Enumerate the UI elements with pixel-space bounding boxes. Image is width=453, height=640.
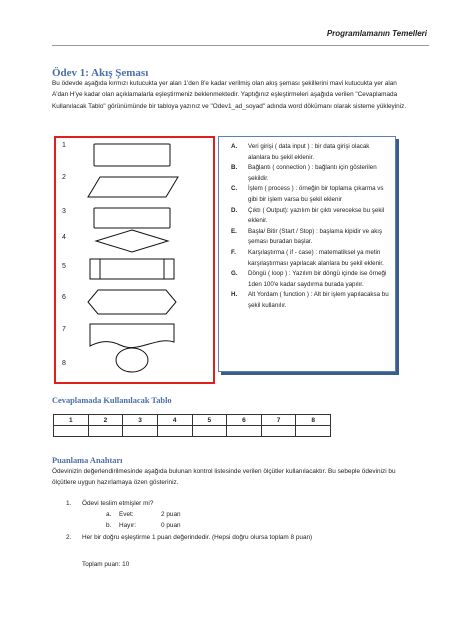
table-header-cell: 1	[54, 415, 89, 426]
assignment-intro: Bu ödevde aşağıda kırmızı kutucukta yer alan 1'den 8'e kadar verilmiş olan akış şeması şekillerini mavi kutucukta yer alan A'dan H'ye kadar olan açıklamalarla eşleştirmeniz beklenmektedir. Yaptığınız eşleştirmeleri aşağıda verilen "Cevaplamada Kullanılacak Tablo" görünümünde bir tabloya yazınız ve "Odev1_ad_soyad" adında word dökümanı olarak sisteme yükleyiniz.	[52, 80, 407, 110]
descriptions-box	[218, 136, 396, 372]
diamond-shape	[96, 230, 168, 252]
table-answer-cell[interactable]	[296, 426, 331, 437]
shape-number-2: 2	[62, 174, 66, 181]
flowchart-shapes-box	[54, 136, 215, 384]
table-header-cell: 2	[88, 415, 123, 426]
table-answer-cell[interactable]	[123, 426, 158, 437]
section-title-grading: Puanlama Anahtarı	[52, 456, 123, 465]
table-answer-cell[interactable]	[192, 426, 227, 437]
description-item: F. Karşılaştırma ( if - case) : matematiksel ya metin karşılaştırması yapılacak alanlara bu şekil eklenir.	[231, 248, 384, 267]
shape-number-6: 6	[62, 294, 66, 301]
sub-a-value: 2 puan	[161, 511, 181, 518]
section-title-answer-table: Cevaplamada Kullanılacak Tablo	[52, 396, 172, 405]
table-header-cell: 7	[261, 415, 296, 426]
table-header-cell: 5	[192, 415, 227, 426]
table-header-cell: 6	[227, 415, 262, 426]
sub-a-label: Evet:	[119, 511, 134, 518]
table-header-cell: 4	[157, 415, 192, 426]
predefined-process-shape	[90, 259, 174, 279]
description-item: D. Çıktı ( Output): yazılım bir çıktı verecekse bu şekil eklenir.	[231, 206, 385, 225]
shape-number-4: 4	[62, 234, 66, 241]
process-rectangle-shape	[94, 144, 170, 166]
shape-number-3: 3	[62, 208, 66, 215]
sub-marker: b.	[106, 522, 112, 529]
table-answer-cell[interactable]	[54, 426, 89, 437]
header-title: Programlamanın Temelleri	[326, 29, 427, 38]
answer-table	[53, 414, 331, 437]
shape-number-1: 1	[62, 142, 66, 149]
description-item: B. Bağlantı ( connection ) : bağlantı için gösterilen şekildir.	[231, 164, 377, 182]
grading-intro: Ödevinizin değerlendirilmesinde aşağıda bulunan kontrol listesinde verilen ölçütler kullanılacaktır. Bu sebeple ödevinizi bu ölçütlere uygun hazırlamaya özen gösteriniz.	[52, 468, 396, 487]
header-divider	[52, 45, 429, 46]
description-item: A. Veri girişi ( data input ) : bir data girişi olacak alanlara bu şekil eklenir.	[231, 143, 370, 161]
table-answer-cell[interactable]	[157, 426, 192, 437]
shape-number-5: 5	[62, 263, 66, 270]
table-answer-cell[interactable]	[227, 426, 262, 437]
description-item: C. İşlem ( process ) : örneğin bir toplama çıkarma vs gibi bir işlem varsa bu şekil eklenir	[231, 185, 384, 203]
descriptions-list	[231, 142, 391, 312]
table-answer-cell[interactable]	[88, 426, 123, 437]
description-item: G. Döngü ( loop ) : Yazılım bir döngü içinde ise örneği 1den 100'e kadar saydırma burada yapılır.	[231, 270, 387, 288]
circle-shape	[116, 348, 148, 372]
sub-b-label: Hayır:	[119, 522, 137, 529]
item-marker: 1.	[66, 500, 72, 507]
sub-b-value: 0 puan	[161, 522, 181, 529]
shape-number-8: 8	[62, 360, 66, 367]
table-answer-row	[54, 426, 331, 437]
table-answer-cell[interactable]	[261, 426, 296, 437]
table-header-cell: 3	[123, 415, 158, 426]
shape-number-7: 7	[62, 326, 66, 333]
hexagon-shape	[88, 290, 176, 314]
document-shape	[90, 324, 174, 348]
flowchart-shapes	[56, 138, 213, 382]
description-item: E. Başla/ Bitir (Start / Stop) : başlama kipidir ve akış şeması buradan başlar.	[231, 227, 383, 246]
description-item: H. Alt Yordam ( function ) : Alt bir işlem yapılacaksa bu şekil kullanılır.	[231, 291, 389, 309]
parallelogram-shape	[88, 177, 178, 197]
item-marker: 2.	[66, 534, 72, 541]
grading-item-2: Her bir doğru eşleştirme 1 puan değerindedir. (Hepsi doğru olursa toplam 8 puan)	[82, 534, 313, 541]
grading-item-1: Ödevi teslim etmişler mi?	[82, 500, 154, 507]
section-title-assignment: Ödev 1: Akış Şeması	[52, 67, 149, 79]
table-header-cell: 8	[296, 415, 331, 426]
rectangle-shape	[94, 208, 170, 228]
sub-marker: a.	[106, 511, 112, 518]
table-header-row	[54, 415, 331, 426]
total-points: Toplam puan: 10	[82, 561, 130, 568]
